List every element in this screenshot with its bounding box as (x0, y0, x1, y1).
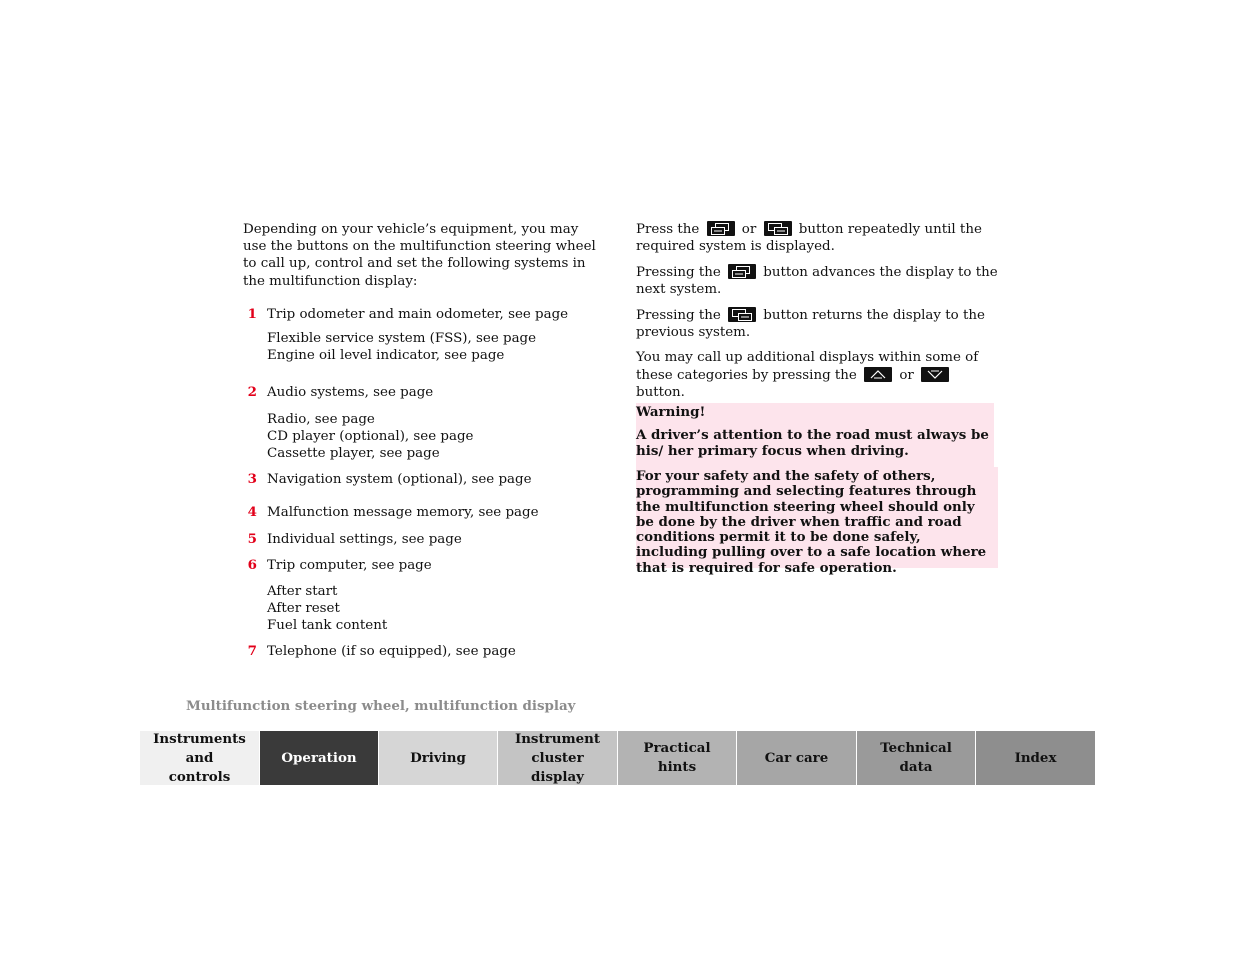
item-text: Trip odometer and main odometer, see page (267, 306, 569, 322)
sub-item: Radio, see page (267, 411, 375, 427)
item-number: 6 (247, 556, 257, 573)
item-number: 2 (247, 384, 257, 401)
additional-paragraph (636, 349, 998, 401)
list-item-3 (243, 471, 603, 488)
text-segment: Press the (636, 222, 700, 237)
display-next-icon (707, 221, 735, 236)
left-column (243, 221, 603, 660)
text-segment: or (741, 222, 757, 237)
tab-instrument-cluster-display[interactable]: Instrument cluster display (498, 731, 618, 785)
item-number: 5 (247, 530, 257, 547)
section-title: Multifunction steering wheel, multifunction display (186, 698, 576, 714)
sub-item: After reset (267, 601, 340, 617)
arrow-down-icon (921, 367, 949, 382)
chapter-tabs (140, 731, 1095, 785)
tab-practical-hints[interactable]: Practical hints (618, 731, 737, 785)
sub-item: Cassette player, see page (267, 446, 440, 462)
text-segment: button repeatedly until the required system is displayed. (636, 222, 982, 255)
text-segment: Pressing the (636, 264, 721, 280)
item-number: 3 (247, 471, 257, 488)
display-prev-icon (764, 221, 792, 236)
text-segment: button advances the display to the next system. (636, 264, 998, 298)
list-item-2 (243, 384, 603, 401)
item-text: Trip computer, see page (267, 557, 432, 573)
item-text: Individual settings, see page (267, 531, 462, 547)
sub-list-1 (243, 330, 603, 364)
sub-item: After start (267, 584, 338, 600)
item-number: 7 (247, 642, 257, 659)
display-next-icon (728, 264, 756, 279)
sub-list-2 (243, 411, 603, 463)
arrow-up-icon (864, 367, 892, 382)
tab-car-care[interactable]: Car care (737, 731, 857, 785)
list-item-5 (243, 531, 603, 548)
intro-text: Depending on your vehicle’s equipment, you may use the buttons on the multifunction steering wheel to call up, control and set the following systems in the multifunction display: (243, 222, 596, 289)
text-segment: or (899, 367, 914, 383)
text-segment: button. (636, 385, 685, 401)
text-segment: You may call up additional displays within some of these categories by pressing the (636, 350, 979, 383)
tab-operation[interactable]: Operation (260, 731, 379, 785)
warning-safety-text: For your safety and the safety of others, programming and selecting features through the multifunction steering wheel should only be done by the driver when traffic and road conditions permit it to be done safely, including pulling over to a safe location where that is required for safe operation. (636, 468, 987, 576)
warning-box (636, 403, 994, 467)
sub-item: Engine oil level indicator, see page (267, 348, 505, 364)
text-segment: button returns the display to the previous system. (636, 307, 985, 341)
tab-index[interactable]: Index (976, 731, 1095, 785)
warning-title: Warning! (636, 404, 706, 420)
item-text: Navigation system (optional), see page (267, 472, 532, 488)
tab-technical-data[interactable]: Technical data (857, 731, 976, 785)
right-column (636, 221, 998, 410)
sub-item: Flexible service system (FSS), see page (267, 331, 537, 347)
list-item-1 (243, 306, 603, 323)
sub-list-6 (243, 583, 603, 635)
return-paragraph (636, 307, 998, 342)
sub-item: CD player (optional), see page (267, 428, 474, 444)
item-text: Audio systems, see page (267, 385, 434, 401)
text-segment: Pressing the (636, 307, 721, 323)
item-number: 1 (247, 305, 257, 322)
warning-safety-box (636, 467, 998, 576)
list-item-4 (243, 504, 603, 521)
advance-paragraph (636, 264, 998, 299)
tab-instruments-and-controls[interactable]: Instruments and controls (140, 731, 260, 785)
tab-driving[interactable]: Driving (379, 731, 498, 785)
list-item-6 (243, 557, 603, 574)
warning-text: A driver’s attention to the road must always be his/ her primary focus when driving. (636, 427, 989, 459)
item-number: 4 (247, 504, 257, 521)
item-text: Malfunction message memory, see page (267, 505, 539, 521)
press-paragraph (636, 221, 998, 256)
display-prev-icon (728, 307, 756, 322)
sub-item: Fuel tank content (267, 618, 388, 634)
list-item-7 (243, 643, 603, 660)
item-text: Telephone (if so equipped), see page (267, 643, 516, 659)
